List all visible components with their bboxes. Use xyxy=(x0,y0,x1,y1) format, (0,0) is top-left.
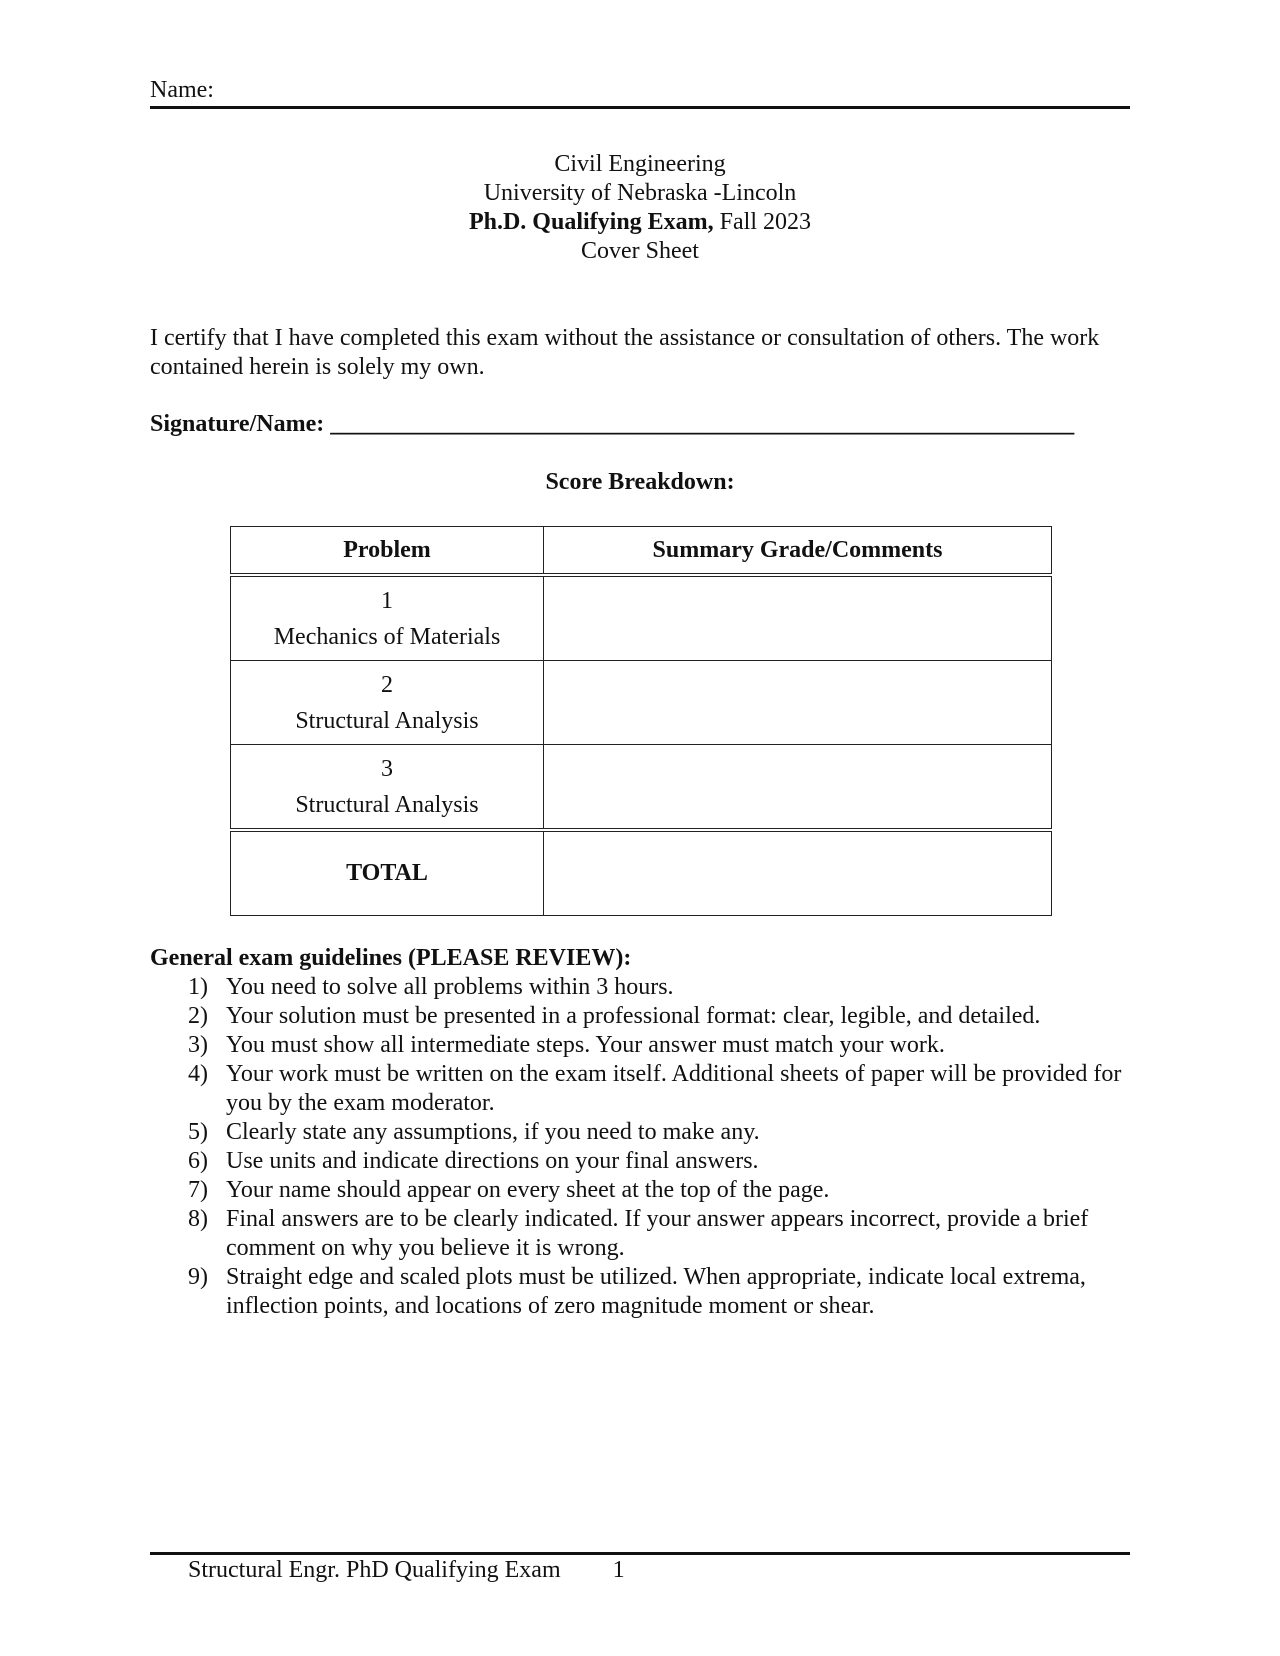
item-text: Straight edge and scaled plots must be utilized. When appropriate, indicate local extrema, inflection points, and locations of zero magnitude moment or shear. xyxy=(226,1264,1086,1319)
name-label: Name: xyxy=(150,77,214,103)
certification-statement: I certify that I have completed this exam without the assistance or consultation of others. The work contained herein is solely my own. xyxy=(150,325,1100,380)
item-number: 7) xyxy=(188,1177,208,1203)
item-text: Your name should appear on every sheet at the top of the page. xyxy=(226,1177,830,1203)
item-number: 3) xyxy=(188,1032,208,1058)
exam-title-bold: Ph.D. Qualifying Exam, xyxy=(468,209,714,235)
table-row xyxy=(231,575,1052,661)
footer-divider xyxy=(150,1552,1130,1555)
item-text: You must show all intermediate steps. Your answer must match your work. xyxy=(226,1032,945,1058)
list-item xyxy=(150,1176,1140,1205)
item-number: 5) xyxy=(188,1119,208,1145)
item-text: Your solution must be presented in a professional format: clear, legible, and detailed. xyxy=(226,1003,1041,1029)
page-number: 1 xyxy=(612,1557,625,1583)
item-text: Clearly state any assumptions, if you need to make any. xyxy=(226,1119,760,1145)
list-item xyxy=(150,1147,1140,1176)
table-row xyxy=(231,661,1052,745)
guidelines-title: General exam guidelines (PLEASE REVIEW): xyxy=(150,945,632,971)
sheet-title: Cover Sheet xyxy=(581,238,699,264)
name-line[interactable] xyxy=(150,76,1130,109)
item-number: 1) xyxy=(188,974,208,1000)
score-table-header-row xyxy=(231,527,1052,576)
problem-topic: Structural Analysis xyxy=(295,707,479,734)
total-label: TOTAL xyxy=(231,830,544,916)
grade-comment-cell[interactable] xyxy=(544,661,1052,745)
item-text: Final answers are to be clearly indicated. If your answer appears incorrect, provide a brief comment on why you believe it is wrong. xyxy=(226,1206,1089,1261)
list-item xyxy=(150,1002,1140,1031)
signature-label: Signature/Name: xyxy=(150,411,325,437)
grade-comment-cell[interactable] xyxy=(544,575,1052,661)
university-title: University of Nebraska -Lincoln xyxy=(483,180,797,206)
list-item xyxy=(150,1263,1140,1321)
title-block xyxy=(0,150,1280,266)
list-item xyxy=(150,1060,1140,1118)
problem-number: 3 xyxy=(381,755,393,782)
department-title: Civil Engineering xyxy=(554,151,726,177)
score-breakdown-title: Score Breakdown: xyxy=(545,469,735,495)
guidelines-list xyxy=(150,973,1140,1321)
list-item xyxy=(150,1205,1140,1263)
list-item xyxy=(150,973,1140,1002)
header-summary: Summary Grade/Comments xyxy=(544,527,1052,576)
item-text: Use units and indicate directions on your final answers. xyxy=(226,1148,759,1174)
exam-guidelines xyxy=(150,944,1140,1321)
page-footer xyxy=(188,1556,625,1585)
table-row xyxy=(231,745,1052,831)
item-text: Your work must be written on the exam itself. Additional sheets of paper will be provided for you by the exam moderator. xyxy=(226,1061,1122,1116)
item-number: 4) xyxy=(188,1061,208,1087)
problem-topic: Structural Analysis xyxy=(295,791,479,818)
signature-blank[interactable]: ______________________________________________________________ xyxy=(324,411,1075,437)
footer-title: Structural Engr. PhD Qualifying Exam xyxy=(188,1557,561,1583)
problem-topic: Mechanics of Materials xyxy=(273,623,501,650)
grade-comment-cell[interactable] xyxy=(544,745,1052,831)
item-number: 9) xyxy=(188,1264,208,1290)
problem-cell xyxy=(231,745,544,831)
problem-number: 1 xyxy=(381,587,393,614)
item-number: 2) xyxy=(188,1003,208,1029)
exam-title xyxy=(0,208,1280,237)
problem-cell xyxy=(231,575,544,661)
total-row xyxy=(231,830,1052,916)
signature-line[interactable] xyxy=(150,410,1135,439)
score-table xyxy=(230,526,1052,916)
exam-term: Fall 2023 xyxy=(713,209,812,235)
problem-cell xyxy=(231,661,544,745)
list-item xyxy=(150,1031,1140,1060)
item-text: You need to solve all problems within 3 hours. xyxy=(226,974,674,1000)
total-value-cell[interactable] xyxy=(544,830,1052,916)
header-problem: Problem xyxy=(231,527,544,576)
list-item xyxy=(150,1118,1140,1147)
item-number: 6) xyxy=(188,1148,208,1174)
problem-number: 2 xyxy=(381,671,393,698)
item-number: 8) xyxy=(188,1206,208,1232)
